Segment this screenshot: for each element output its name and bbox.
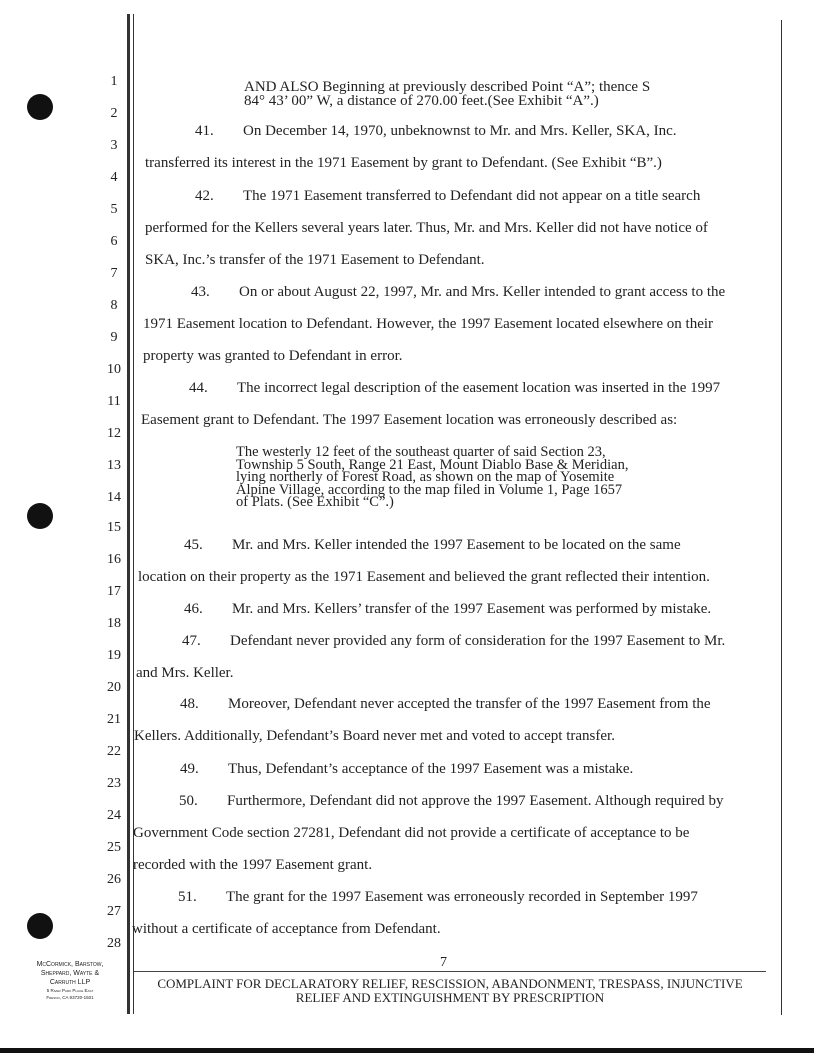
- footer-line: RELIEF AND EXTINGUISHMENT BY PRESCRIPTION: [295, 990, 605, 1005]
- text-line: [141, 379, 720, 397]
- paragraph-number: 49.: [180, 761, 199, 777]
- text-line: [138, 536, 710, 554]
- text-line: Defendant never provided any form of consideration for the 1997 Easement to Mr.: [230, 633, 726, 649]
- text-line: performed for the Kellers several years later. Thus, Mr. and Mrs. Keller did not have notice of: [145, 220, 708, 236]
- text-line: AND ALSO Beginning at previously described Point “A”; thence S: [244, 79, 651, 95]
- line-number: 18: [107, 616, 121, 631]
- page-number: 7: [440, 955, 447, 970]
- legal-description-quote: [236, 446, 681, 509]
- paragraph-number: 42.: [195, 188, 214, 204]
- text-line: Kellers. Additionally, Defendant’s Board never met and voted to accept transfer.: [134, 728, 615, 744]
- quote-line: The westerly 12 feet of the southeast quarter of said Section 23,: [236, 444, 606, 460]
- line-number: 9: [110, 330, 118, 345]
- line-number: 19: [107, 648, 121, 663]
- left-margin-rule-outer: [127, 14, 130, 1014]
- text-line: The grant for the 1997 Easement was erroneously recorded in September 1997: [226, 889, 698, 905]
- line-number: 28: [107, 936, 121, 951]
- text-line: transferred its interest in the 1971 Easement by grant to Defendant. (See Exhibit “B”.): [145, 155, 662, 171]
- firm-address-line: Fresno, CA 93720-1501: [46, 995, 94, 1000]
- right-margin-rule: [781, 20, 782, 1015]
- text-line: Moreover, Defendant never accepted the transfer of the 1997 Easement from the: [228, 696, 711, 712]
- footer-title: [134, 977, 766, 1005]
- text-line: recorded with the 1997 Easement grant.: [133, 857, 373, 873]
- paragraph-number: 46.: [184, 601, 203, 617]
- line-number: 6: [110, 234, 118, 249]
- line-number: 10: [107, 362, 121, 377]
- text-line: [145, 122, 677, 140]
- text-line: 1971 Easement location to Defendant. However, the 1997 Easement located elsewhere on their: [143, 316, 714, 332]
- paragraph-number: 45.: [184, 537, 203, 553]
- line-number: 1: [110, 74, 118, 89]
- paragraph-49: [134, 760, 633, 778]
- line-number: 23: [107, 776, 121, 791]
- text-line: On December 14, 1970, unbeknownst to Mr. and Mrs. Keller, SKA, Inc.: [243, 123, 677, 139]
- line-number: 17: [107, 584, 121, 599]
- line-number: 25: [107, 840, 121, 855]
- text-line: [138, 600, 711, 618]
- text-line: The incorrect legal description of the easement location was inserted in the 1997: [237, 380, 721, 396]
- line-number: 24: [107, 808, 121, 823]
- footer-rule: [134, 971, 766, 972]
- line-number: 13: [107, 458, 121, 473]
- line-number: 22: [107, 744, 121, 759]
- text-line: Furthermore, Defendant did not approve the 1997 Easement. Although required by: [227, 793, 724, 809]
- text-line: and Mrs. Keller.: [136, 665, 234, 681]
- punch-hole-top: [27, 94, 53, 120]
- quote-line: Alpine Village, according to the map filed in Volume 1, Page 1657: [236, 481, 623, 498]
- legal-description-continuation: [244, 80, 650, 108]
- quote-line: Township 5 South, Range 21 East, Mount Diablo Base & Meridian,: [236, 456, 629, 473]
- text-line: Government Code section 27281, Defendant did not provide a certificate of acceptance to be: [133, 825, 690, 841]
- text-line: [134, 760, 633, 778]
- firm-name-line: McCormick, Barstow,: [36, 961, 104, 968]
- line-number: 5: [110, 202, 118, 217]
- line-number: 11: [107, 394, 121, 409]
- line-number: 4: [110, 170, 118, 185]
- line-number: 14: [107, 490, 121, 505]
- paragraph-46: [138, 600, 711, 618]
- punch-hole-bottom: [27, 913, 53, 939]
- text-line: [143, 283, 725, 301]
- paragraph-number: 47.: [182, 633, 201, 649]
- paragraph-50: [133, 792, 724, 874]
- text-line: The 1971 Easement transferred to Defendant did not appear on a title search: [243, 188, 701, 204]
- paragraph-42: [145, 187, 708, 269]
- paragraph-number: 50.: [179, 793, 198, 809]
- line-number: 12: [107, 426, 121, 441]
- paragraph-47: [136, 632, 725, 682]
- law-firm-block: [14, 960, 126, 1001]
- paragraph-number: 41.: [195, 123, 214, 139]
- quote-line: of Plats. (See Exhibit “C”.): [236, 494, 394, 510]
- paragraph-45: [138, 536, 710, 586]
- text-line: property was granted to Defendant in error.: [143, 348, 403, 364]
- text-line: Thus, Defendant’s acceptance of the 1997 Easement was a mistake.: [228, 761, 634, 777]
- text-line: without a certificate of acceptance from Defendant.: [132, 921, 441, 937]
- punch-hole-middle: [27, 503, 53, 529]
- footer-line: COMPLAINT FOR DECLARATORY RELIEF, RESCISSION, ABANDONMENT, TRESPASS, INJUNCTIVE: [157, 976, 743, 991]
- line-number: 8: [110, 298, 118, 313]
- text-line: 84° 43’ 00” W, a distance of 270.00 feet.(See Exhibit “A”.): [244, 93, 599, 109]
- line-number: 20: [107, 680, 121, 695]
- quote-line: lying northerly of Forest Road, as shown on the map of Yosemite: [236, 469, 615, 485]
- paragraph-48: [134, 695, 711, 745]
- line-number: 21: [107, 712, 121, 727]
- text-line: SKA, Inc.’s transfer of the 1971 Easement to Defendant.: [145, 252, 485, 268]
- firm-name-line: Carruth LLP: [49, 979, 91, 986]
- text-line: [136, 632, 725, 650]
- text-line: Easement grant to Defendant. The 1997 Easement location was erroneously described as:: [141, 412, 678, 428]
- firm-name-line: Sheppard, Wayte &: [40, 970, 100, 977]
- text-line: On or about August 22, 1997, Mr. and Mrs. Keller intended to grant access to the: [239, 284, 726, 300]
- line-number: 15: [107, 520, 121, 535]
- text-line: [134, 695, 711, 713]
- line-number: 27: [107, 904, 121, 919]
- line-number: 16: [107, 552, 121, 567]
- text-line: location on their property as the 1971 Easement and believed the grant reflected their intention.: [138, 569, 710, 585]
- text-line: Mr. and Mrs. Keller intended the 1997 Easement to be located on the same: [232, 537, 681, 553]
- paragraph-41: [145, 122, 677, 172]
- paragraph-number: 51.: [178, 889, 197, 905]
- paragraph-number: 43.: [191, 284, 210, 300]
- line-number: 2: [110, 106, 118, 121]
- scan-edge: [0, 1048, 814, 1053]
- text-line: [133, 792, 724, 810]
- firm-address-line: 5 River Park Place East: [46, 988, 94, 993]
- text-line: [145, 187, 708, 205]
- paragraph-43: [143, 283, 725, 365]
- paragraph-51: [132, 888, 698, 938]
- line-number: 3: [110, 138, 118, 153]
- paragraph-44: [141, 379, 720, 429]
- line-number: 26: [107, 872, 121, 887]
- paragraph-number: 44.: [189, 380, 208, 396]
- text-line: [132, 888, 698, 906]
- text-line: Mr. and Mrs. Kellers’ transfer of the 1997 Easement was performed by mistake.: [232, 601, 712, 617]
- paragraph-number: 48.: [180, 696, 199, 712]
- line-number: 7: [110, 266, 118, 281]
